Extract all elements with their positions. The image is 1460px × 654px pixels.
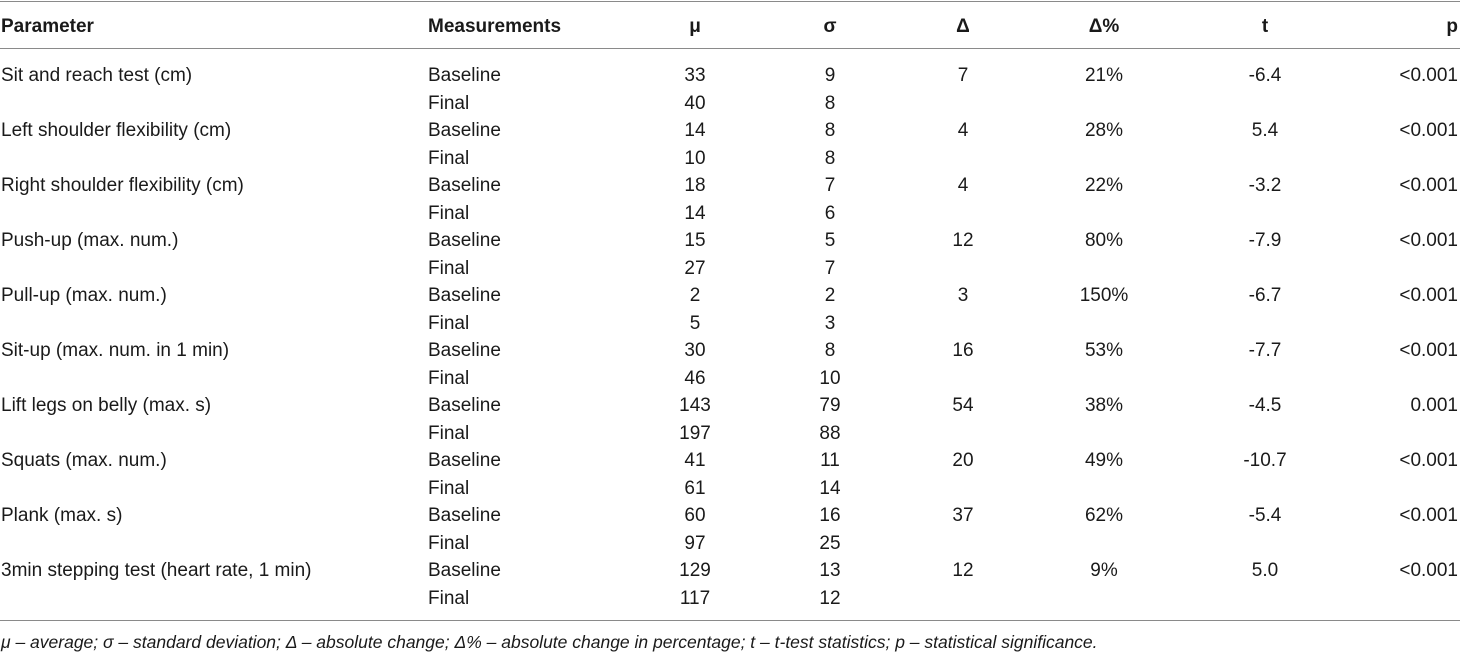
cell-p: <0.001 <box>1399 450 1458 471</box>
table-row <box>0 90 1460 117</box>
cell-sigma: 2 <box>824 285 836 306</box>
cell-delta: 37 <box>952 505 974 526</box>
cell-mu: 129 <box>679 560 711 581</box>
table-bottom-rule <box>0 620 1460 621</box>
cell-t: -10.7 <box>1243 450 1287 471</box>
cell-measurement: Final <box>428 587 470 609</box>
cell-measurement: Final <box>428 92 470 114</box>
cell-sigma: 7 <box>824 175 836 196</box>
cell-delta: 16 <box>952 340 974 361</box>
cell-mu: 18 <box>684 175 706 196</box>
table-row <box>0 420 1460 447</box>
cell-delta: 12 <box>952 560 974 581</box>
cell-delta: 7 <box>957 65 969 86</box>
header-delta: Δ <box>956 16 970 37</box>
cell-measurement: Final <box>428 147 470 169</box>
cell-parameter: Squats (max. num.) <box>1 450 167 471</box>
cell-measurement: Baseline <box>428 230 501 251</box>
cell-delta-percent: 49% <box>1084 450 1124 471</box>
cell-delta: 54 <box>952 395 974 416</box>
cell-delta-percent: 22% <box>1084 175 1124 196</box>
cell-t: -6.4 <box>1248 65 1282 86</box>
table-top-rule <box>0 1 1460 2</box>
table-row <box>0 475 1460 502</box>
cell-measurement: Baseline <box>428 65 501 86</box>
cell-delta: 3 <box>957 285 969 306</box>
cell-sigma: 13 <box>819 560 841 581</box>
cell-sigma: 79 <box>819 395 841 416</box>
cell-sigma: 3 <box>824 312 836 334</box>
cell-mu: 41 <box>684 450 706 471</box>
table-row <box>0 530 1460 557</box>
cell-sigma: 88 <box>819 422 841 444</box>
cell-measurement: Final <box>428 367 470 389</box>
header-parameter: Parameter <box>1 16 94 37</box>
table-row <box>0 557 1460 584</box>
table-header-row <box>0 13 1460 40</box>
cell-sigma: 8 <box>824 147 836 169</box>
table-row <box>0 310 1460 337</box>
header-t: t <box>1261 16 1269 37</box>
cell-mu: 97 <box>684 532 706 554</box>
cell-mu: 197 <box>679 422 711 444</box>
cell-mu: 46 <box>684 367 706 389</box>
cell-p: 0.001 <box>1410 395 1458 416</box>
cell-parameter: Lift legs on belly (max. s) <box>1 395 212 416</box>
cell-mu: 5 <box>689 312 701 334</box>
cell-delta-percent: 80% <box>1084 230 1124 251</box>
cell-sigma: 11 <box>820 450 840 471</box>
cell-p: <0.001 <box>1399 65 1458 86</box>
table-row <box>0 282 1460 309</box>
cell-mu: 33 <box>684 65 706 86</box>
cell-mu: 143 <box>679 395 711 416</box>
table-row <box>0 200 1460 227</box>
cell-measurement: Final <box>428 477 470 499</box>
cell-delta-percent: 9% <box>1090 560 1118 581</box>
cell-p: <0.001 <box>1399 505 1458 526</box>
cell-mu: 40 <box>684 92 706 114</box>
cell-mu: 2 <box>689 285 701 306</box>
cell-parameter: Plank (max. s) <box>1 505 123 526</box>
cell-measurement: Final <box>428 257 470 279</box>
cell-mu: 14 <box>684 202 706 224</box>
header-sigma: σ <box>823 16 837 37</box>
header-measurements: Measurements <box>428 16 562 37</box>
cell-mu: 30 <box>684 340 706 361</box>
cell-delta-percent: 28% <box>1084 120 1124 141</box>
cell-parameter: Push-up (max. num.) <box>1 230 179 251</box>
cell-sigma: 7 <box>824 257 836 279</box>
header-p: p <box>1446 16 1458 37</box>
header-rule <box>0 48 1460 49</box>
table-row <box>0 227 1460 254</box>
cell-mu: 60 <box>684 505 706 526</box>
cell-mu: 117 <box>679 587 711 609</box>
table-row <box>0 62 1460 89</box>
cell-t: -7.9 <box>1248 230 1282 251</box>
cell-mu: 10 <box>684 147 706 169</box>
cell-measurement: Final <box>428 532 470 554</box>
cell-sigma: 10 <box>819 367 841 389</box>
cell-parameter: 3min stepping test (heart rate, 1 min) <box>1 560 312 581</box>
table-row <box>0 502 1460 529</box>
cell-p: <0.001 <box>1399 120 1458 141</box>
cell-delta: 12 <box>952 230 974 251</box>
cell-p: <0.001 <box>1399 175 1458 196</box>
cell-sigma: 8 <box>824 120 836 141</box>
cell-measurement: Baseline <box>428 505 501 526</box>
cell-delta-percent: 62% <box>1084 505 1124 526</box>
cell-delta: 4 <box>957 120 969 141</box>
table-row <box>0 255 1460 282</box>
cell-measurement: Final <box>428 202 470 224</box>
cell-measurement: Baseline <box>428 175 501 196</box>
cell-sigma: 9 <box>824 65 836 86</box>
cell-sigma: 14 <box>819 477 841 499</box>
table-row <box>0 172 1460 199</box>
cell-parameter: Sit and reach test (cm) <box>1 65 193 86</box>
table-row <box>0 145 1460 172</box>
cell-t: -7.7 <box>1248 340 1282 361</box>
cell-t: 5.4 <box>1251 120 1279 141</box>
cell-sigma: 6 <box>824 202 836 224</box>
cell-delta-percent: 21% <box>1084 65 1124 86</box>
cell-sigma: 16 <box>819 505 841 526</box>
cell-measurement: Final <box>428 312 470 334</box>
cell-mu: 27 <box>684 257 706 279</box>
cell-delta: 4 <box>957 175 969 196</box>
cell-mu: 61 <box>684 477 706 499</box>
cell-sigma: 8 <box>824 92 836 114</box>
cell-delta: 20 <box>952 450 974 471</box>
cell-p: <0.001 <box>1399 560 1458 581</box>
cell-delta-percent: 38% <box>1084 395 1124 416</box>
table-row <box>0 365 1460 392</box>
cell-t: -5.4 <box>1248 505 1282 526</box>
cell-p: <0.001 <box>1399 230 1458 251</box>
cell-parameter: Sit-up (max. num. in 1 min) <box>1 340 230 361</box>
cell-measurement: Baseline <box>428 450 501 471</box>
cell-measurement: Final <box>428 422 470 444</box>
cell-sigma: 12 <box>819 587 841 609</box>
cell-t: -4.5 <box>1248 395 1282 416</box>
cell-measurement: Baseline <box>428 560 501 581</box>
cell-sigma: 5 <box>824 230 836 251</box>
table-row <box>0 585 1460 612</box>
table-row <box>0 447 1460 474</box>
header-delta-percent: Δ% <box>1088 16 1120 37</box>
table-row <box>0 337 1460 364</box>
cell-parameter: Pull-up (max. num.) <box>1 285 167 306</box>
cell-delta-percent: 53% <box>1084 340 1124 361</box>
cell-delta-percent: 150% <box>1079 285 1129 306</box>
cell-mu: 14 <box>684 120 706 141</box>
cell-t: -6.7 <box>1248 285 1282 306</box>
cell-sigma: 25 <box>819 532 841 554</box>
cell-measurement: Baseline <box>428 120 501 141</box>
cell-t: 5.0 <box>1251 560 1279 581</box>
cell-p: <0.001 <box>1399 340 1458 361</box>
cell-t: -3.2 <box>1248 175 1282 196</box>
table-row <box>0 117 1460 144</box>
cell-parameter: Left shoulder flexibility (cm) <box>1 120 232 141</box>
cell-mu: 15 <box>684 230 706 251</box>
table-row <box>0 392 1460 419</box>
cell-measurement: Baseline <box>428 395 501 416</box>
cell-measurement: Baseline <box>428 340 501 361</box>
cell-sigma: 8 <box>824 340 836 361</box>
cell-measurement: Baseline <box>428 285 501 306</box>
cell-p: <0.001 <box>1399 285 1458 306</box>
cell-parameter: Right shoulder flexibility (cm) <box>1 175 244 196</box>
header-mu: μ <box>689 16 701 37</box>
table-footnote: μ – average; σ – standard deviation; Δ – absolute change; Δ% – absolute change in percentage; t – t-test statistics; p – statistical significance. <box>1 632 1098 652</box>
